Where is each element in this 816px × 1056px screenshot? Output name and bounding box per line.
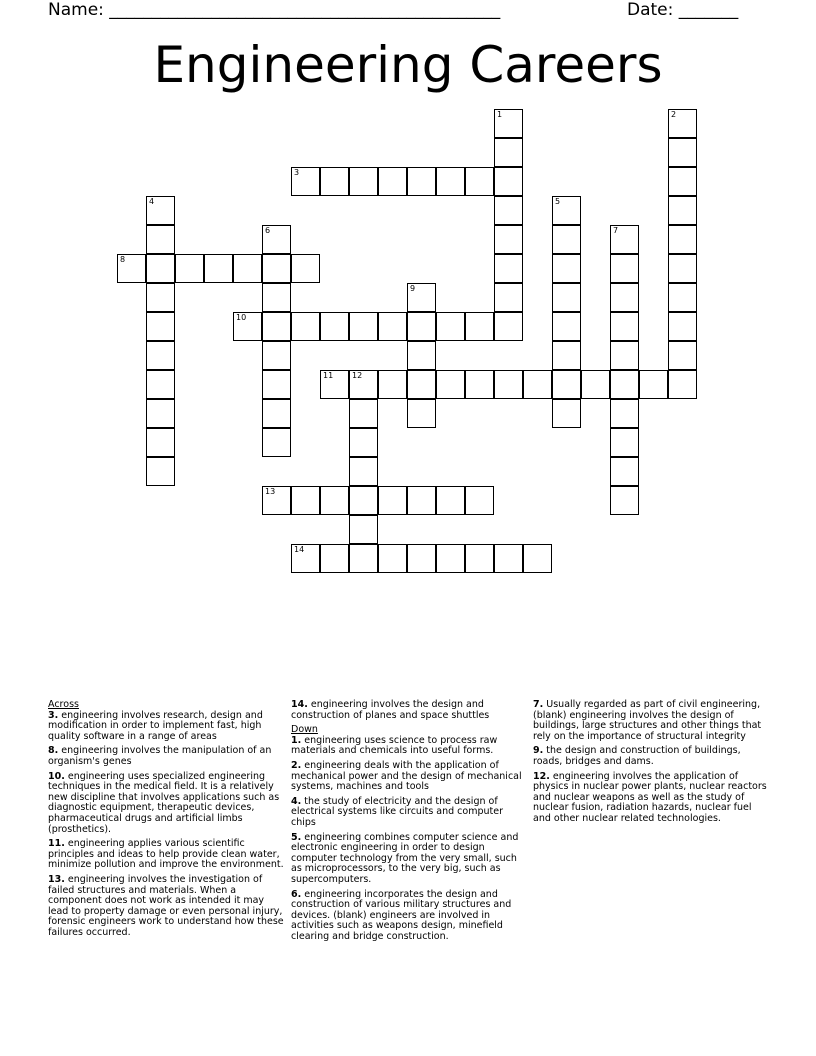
clue-text: engineering applies various scientific principles and ideas to help provide clean water, minimize pollution and improve the environment.: [48, 838, 284, 871]
clue-text: engineering deals with the application of mechanical power and the design of mechanical systems, machines and tools: [291, 759, 522, 793]
grid-cell[interactable]: [668, 167, 697, 196]
clue-across-14: [291, 700, 527, 721]
grid-cell[interactable]: [436, 167, 465, 196]
grid-cell[interactable]: [494, 370, 523, 399]
grid-cell[interactable]: [117, 254, 146, 283]
clue-down-1: [291, 736, 527, 757]
grid-cell[interactable]: [465, 544, 494, 573]
grid-cell[interactable]: [436, 370, 465, 399]
clue-number: 6.: [291, 888, 302, 900]
clue-number: 1.: [291, 734, 302, 746]
clue-across-8: [48, 746, 284, 767]
grid-cell[interactable]: [291, 486, 320, 515]
grid-cell[interactable]: [465, 486, 494, 515]
grid-cell[interactable]: [494, 167, 523, 196]
grid-cell[interactable]: [552, 399, 581, 428]
grid-cell[interactable]: [262, 283, 291, 312]
grid-cell[interactable]: [523, 544, 552, 573]
grid-cell[interactable]: [494, 283, 523, 312]
grid-cell[interactable]: [610, 457, 639, 486]
grid-cell[interactable]: [552, 254, 581, 283]
cell-number: 6: [265, 226, 271, 235]
grid-cell[interactable]: [668, 283, 697, 312]
cell-number: 4: [149, 197, 155, 206]
clue-number: 4.: [291, 795, 302, 807]
cell-number: 5: [555, 197, 561, 206]
grid-cell[interactable]: [436, 312, 465, 341]
grid-cell[interactable]: [378, 167, 407, 196]
grid-cell[interactable]: [610, 341, 639, 370]
grid-cell[interactable]: [262, 486, 291, 515]
clue-number: 11.: [48, 838, 65, 850]
clue-number: 8.: [48, 745, 59, 757]
grid-cell[interactable]: [175, 254, 204, 283]
clue-down-2: [291, 761, 527, 793]
grid-cell[interactable]: [146, 428, 175, 457]
grid-cell[interactable]: [262, 370, 291, 399]
clue-across-11: [48, 839, 284, 871]
grid-cell[interactable]: [552, 283, 581, 312]
clue-down-5: [291, 833, 527, 886]
grid-cell[interactable]: [407, 370, 436, 399]
grid-cell[interactable]: [668, 109, 697, 138]
clue-text: engineering incorporates the design and construction of various military structures and devices. (blank) engineers are involved in activities such as weapons design, minefield clearing and bridge construction.: [291, 888, 512, 942]
grid-cell[interactable]: [552, 225, 581, 254]
grid-cell[interactable]: [378, 312, 407, 341]
grid-cell[interactable]: [349, 457, 378, 486]
grid-cell[interactable]: [146, 399, 175, 428]
grid-cell[interactable]: [349, 544, 378, 573]
grid-cell[interactable]: [262, 225, 291, 254]
grid-cell[interactable]: [407, 167, 436, 196]
clue-down-9: [533, 746, 769, 767]
grid-cell[interactable]: [262, 428, 291, 457]
grid-cell[interactable]: [291, 254, 320, 283]
grid-cell[interactable]: [262, 312, 291, 341]
grid-cell[interactable]: [291, 312, 320, 341]
grid-cell[interactable]: [465, 312, 494, 341]
grid-cell[interactable]: [291, 167, 320, 196]
grid-cell[interactable]: [407, 283, 436, 312]
grid-cell[interactable]: [407, 341, 436, 370]
grid-cell[interactable]: [146, 341, 175, 370]
grid-cell[interactable]: [146, 312, 175, 341]
clue-across-10: [48, 772, 284, 836]
clue-down-4: [291, 797, 527, 829]
grid-cell[interactable]: [668, 196, 697, 225]
clue-text: engineering combines computer science and electronic engineering in order to design computer technology from the very small, such as microprocessors, to the very big, such as supercomputers.: [291, 831, 519, 885]
grid-cell[interactable]: [610, 428, 639, 457]
clue-number: 3.: [48, 709, 59, 721]
grid-cell[interactable]: [639, 370, 668, 399]
grid-cell[interactable]: [610, 254, 639, 283]
grid-cell[interactable]: [146, 370, 175, 399]
clue-text: engineering involves research, design and modification in order to implement fast, high quality software in a range of areas: [48, 709, 263, 742]
cell-number: 10: [236, 313, 247, 322]
grid-cell[interactable]: [668, 370, 697, 399]
clue-text: engineering involves the design and construction of planes and space shuttles: [291, 699, 490, 721]
cell-number: 9: [410, 284, 416, 293]
grid-cell[interactable]: [349, 399, 378, 428]
clue-text: the design and construction of buildings, roads, bridges and dams.: [533, 745, 741, 767]
grid-cell[interactable]: [320, 167, 349, 196]
grid-cell[interactable]: [668, 254, 697, 283]
grid-cell[interactable]: [494, 225, 523, 254]
grid-cell[interactable]: [494, 109, 523, 138]
grid-cell[interactable]: [436, 486, 465, 515]
clue-text: engineering involves the investigation of failed structures and materials. When a component does not work as intended it may lead to property damage or even personal injury, forensic engineers work to understand how these failures occurred.: [48, 873, 284, 938]
grid-cell[interactable]: [610, 312, 639, 341]
grid-cell[interactable]: [233, 254, 262, 283]
grid-cell[interactable]: [262, 399, 291, 428]
grid-cell[interactable]: [349, 167, 378, 196]
grid-cell[interactable]: [349, 515, 378, 544]
clue-number: 12.: [533, 770, 550, 782]
grid-cell[interactable]: [610, 283, 639, 312]
grid-cell[interactable]: [552, 196, 581, 225]
page-title: Engineering Careers: [153, 36, 663, 94]
down-heading: Down: [291, 724, 318, 736]
grid-cell[interactable]: [552, 341, 581, 370]
clue-number: 2.: [291, 759, 302, 771]
grid-cell[interactable]: [523, 370, 552, 399]
grid-cell[interactable]: [610, 370, 639, 399]
cell-number: 1: [497, 110, 503, 119]
grid-cell[interactable]: [436, 544, 465, 573]
grid-cell[interactable]: [407, 312, 436, 341]
cell-number: 12: [352, 371, 363, 380]
clue-down-12: [533, 772, 769, 825]
clue-number: 10.: [48, 770, 65, 782]
grid-cell[interactable]: [378, 370, 407, 399]
clue-text: engineering involves the application of physics in nuclear power plants, nuclear reactors and nuclear weapons as well as the study of nuclear fusion, radiation hazards, nuclear fuel and other nuclear related technologies.: [533, 770, 767, 824]
clue-down-6: [291, 890, 527, 943]
cell-number: 7: [613, 226, 619, 235]
grid-cell[interactable]: [494, 544, 523, 573]
grid-cell[interactable]: [349, 428, 378, 457]
cell-number: 14: [294, 545, 305, 554]
name-field[interactable]: Name: ______________________________________________: [48, 0, 501, 20]
grid-cell[interactable]: [349, 370, 378, 399]
grid-cell[interactable]: [262, 341, 291, 370]
clues-column-2: [291, 700, 527, 946]
clue-down-7: [533, 700, 769, 742]
clue-text: the study of electricity and the design of electrical systems like circuits and computer chips: [291, 795, 503, 828]
clues-column-1: [48, 700, 284, 942]
grid-cell[interactable]: [320, 544, 349, 573]
grid-cell[interactable]: [407, 544, 436, 573]
grid-cell[interactable]: [668, 341, 697, 370]
cell-number: 8: [120, 255, 126, 264]
grid-cell[interactable]: [668, 312, 697, 341]
grid-cell[interactable]: [407, 399, 436, 428]
grid-cell[interactable]: [146, 457, 175, 486]
grid-cell[interactable]: [668, 138, 697, 167]
clue-text: engineering uses specialized engineering techniques in the medical field. It is a relatively new discipline that involves applications such as diagnostic equipment, therapeutic devices, pharmaceutical drugs and artificial limbs (prosthetics).: [48, 770, 280, 835]
grid-cell[interactable]: [204, 254, 233, 283]
grid-cell[interactable]: [552, 312, 581, 341]
date-field[interactable]: Date: _______: [627, 0, 739, 20]
clue-number: 9.: [533, 745, 544, 757]
grid-cell[interactable]: [610, 486, 639, 515]
grid-cell[interactable]: [146, 254, 175, 283]
grid-cell[interactable]: [320, 486, 349, 515]
grid-cell[interactable]: [320, 312, 349, 341]
cell-number: 11: [323, 371, 334, 380]
grid-cell[interactable]: [552, 370, 581, 399]
clues-column-3: [533, 700, 769, 829]
cell-number: 2: [671, 110, 677, 119]
cell-number: 3: [294, 168, 300, 177]
grid-cell[interactable]: [494, 312, 523, 341]
grid-cell[interactable]: [610, 225, 639, 254]
clue-number: 14.: [291, 699, 308, 710]
clue-number: 7.: [533, 699, 544, 710]
grid-cell[interactable]: [668, 225, 697, 254]
grid-cell[interactable]: [146, 225, 175, 254]
grid-cell[interactable]: [494, 254, 523, 283]
grid-cell[interactable]: [581, 370, 610, 399]
clue-text: Usually regarded as part of civil engineering, (blank) engineering involves the design of buildings, large structures and other things that rely on the importance of structural integrity: [533, 699, 762, 742]
grid-cell[interactable]: [349, 312, 378, 341]
grid-cell[interactable]: [146, 283, 175, 312]
across-heading: Across: [48, 699, 79, 710]
clue-text: engineering uses science to process raw materials and chemicals into useful forms.: [291, 734, 498, 757]
clue-number: 5.: [291, 831, 302, 843]
grid-cell[interactable]: [320, 370, 349, 399]
grid-cell[interactable]: [494, 138, 523, 167]
grid-cell[interactable]: [378, 544, 407, 573]
grid-cell[interactable]: [146, 196, 175, 225]
grid-cell[interactable]: [233, 312, 262, 341]
grid-cell[interactable]: [262, 254, 291, 283]
clue-text: engineering involves the manipulation of an organism's genes: [48, 745, 272, 767]
clue-across-3: [48, 711, 284, 743]
grid-cell[interactable]: [610, 399, 639, 428]
cell-number: 13: [265, 487, 276, 496]
grid-cell[interactable]: [465, 370, 494, 399]
grid-cell[interactable]: [494, 196, 523, 225]
clue-across-13: [48, 875, 284, 939]
grid-cell[interactable]: [465, 167, 494, 196]
clue-number: 13.: [48, 873, 65, 885]
grid-cell[interactable]: [378, 486, 407, 515]
grid-cell[interactable]: [291, 544, 320, 573]
grid-cell[interactable]: [349, 486, 378, 515]
grid-cell[interactable]: [407, 486, 436, 515]
